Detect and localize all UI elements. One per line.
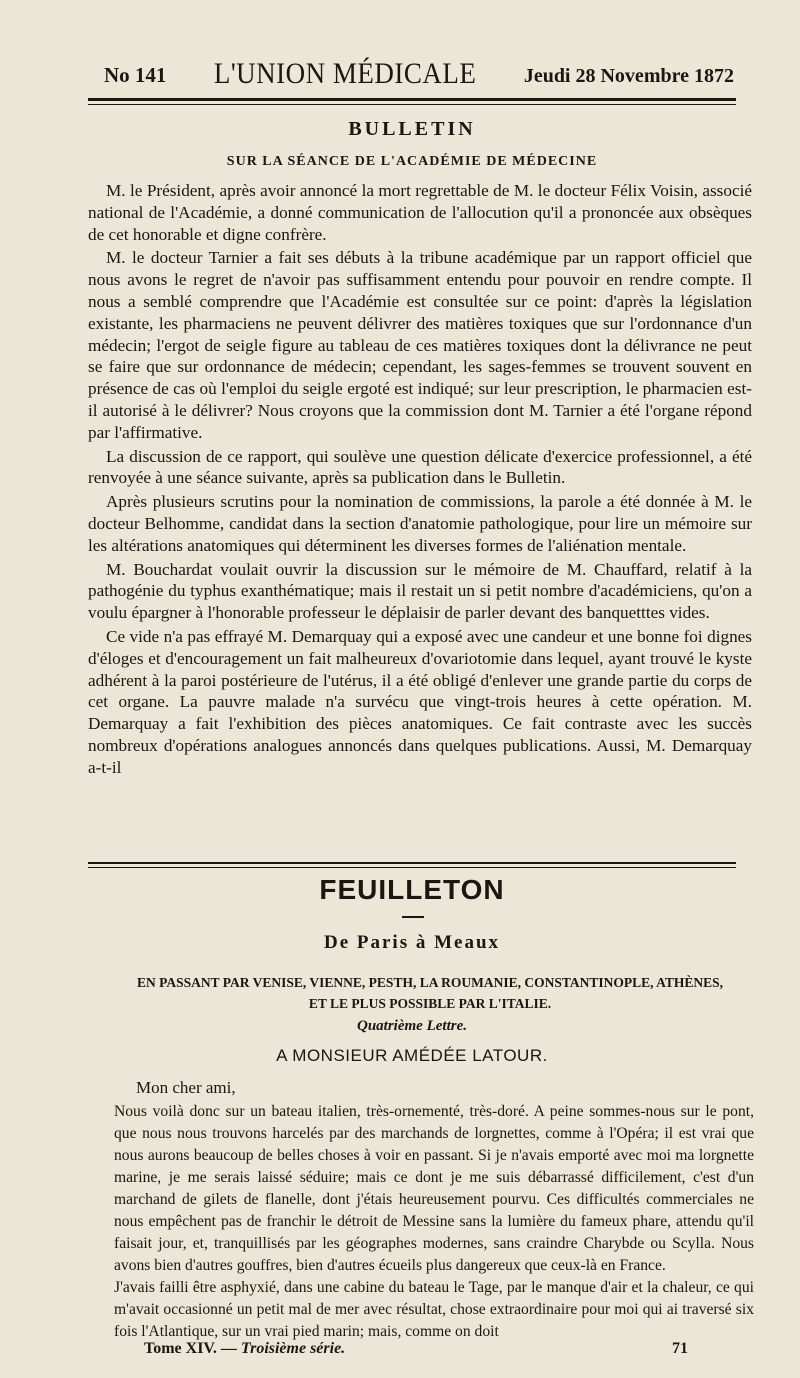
- bulletin-subtitle: SUR LA SÉANCE DE L'ACADÉMIE DE MÉDECINE: [226, 154, 598, 169]
- page-header: [104, 58, 734, 92]
- story-title: De Paris à Meaux: [323, 932, 501, 953]
- series-label: Troisième série.: [240, 1340, 346, 1357]
- salutation: Mon cher ami,: [136, 1078, 236, 1097]
- feuilleton-paragraph: Nous voilà donc sur un bateau italien, très-ornementé, très-doré. A peine sommes-nous sur le pont, que nous nous trouvons harcelés par des marchands de lorgnettes, comme à l'Opéra; il est vrai que nous aurons beaucoup de belles choses à voir en passant. Si je n'avais emporté avec moi ma lorgnette marine, je me serais laissé séduire; mais ce dont je me suis débarrassé difficilement, c'est d'un marchand de gilets de flanelle, dont j'étais heureusement pourvu. Ces difficultés commerciales ne nous empêchent pas de franchir le détroit de Messine sans la lumière du fameux phare, attendu qu'il faisait jour, et, tranquillisés par les géographes modernes, sans craindre Charybde ou Scylla. Nous avons bien d'autres gouffres, bien d'autres écueils plus dangereux que ceux-là en France.: [114, 1103, 754, 1274]
- letter-number: Quatrième Lettre.: [357, 1018, 467, 1034]
- journal-title: L'UNION MÉDICALE: [213, 56, 477, 90]
- route-line: EN PASSANT PAR VENISE, VIENNE, PESTH, LA ROUMANIE, CONSTANTINOPLE, ATHÈNES,: [137, 975, 723, 990]
- issue-date: Jeudi 28 Novembre 1872: [523, 65, 734, 87]
- route-line: ET LE PLUS POSSIBLE PAR L'ITALIE.: [308, 996, 552, 1011]
- header-rule-thin: [88, 104, 736, 105]
- header-rule: [88, 98, 736, 101]
- bulletin-paragraph: La discussion de ce rapport, qui soulève une question délicate d'exercice professionnel, a été renvoyée à une séance suivante, après sa publication dans le Bulletin.: [88, 446, 752, 488]
- bulletin-title: BULLETIN: [348, 118, 476, 140]
- issue-number: No 141: [104, 63, 167, 87]
- section-divider-thin: [88, 867, 736, 868]
- footer-volume: [144, 1340, 345, 1358]
- route-subtitle: [110, 972, 750, 1014]
- addressee: A MONSIEUR AMÉDÉE LATOUR.: [276, 1046, 548, 1065]
- section-divider: [88, 862, 736, 864]
- bulletin-paragraph: M. Bouchardat voulait ouvrir la discussion sur le mémoire de M. Chauffard, relatif à la pathogénie du typhus exanthématique; mais il restait un si petit nombre d'académiciens, qu'on a voulu épargner à l'honorable professeur le déplaisir de parler devant des banquetttes vides.: [88, 559, 752, 623]
- bulletin-paragraph: M. le docteur Tarnier a fait ses débuts à la tribune académique par un rapport officiel que nous avons le regret de n'avoir pas suffisamment entendu pour pouvoir en rendre compte. Il nous a semblé comprendre que l'Académie est consultée sur ce point: d'après la législation existante, les pharmaciens ne peuvent délivrer des matières toxiques que sur l'ordonnance d'un médecin; l'ergot de seigle figure au tableau de ces matières toxiques dont la délivrance ne peut se faire que sur ordonnance de médecin; cependant, les sages-femmes se trouvent souvent en présence de cas où l'emploi du seigle ergoté est indiqué; sur leur prescription, le pharmacien est-il autorisé à le délivrer? Nous croyons que la commission dont M. Tarnier a été l'organe répond par l'affirmative.: [88, 248, 752, 442]
- feuilleton-body: [114, 1101, 754, 1343]
- bulletin-body: [88, 180, 752, 781]
- feuilleton-paragraph: J'avais failli être asphyxié, dans une cabine du bateau le Tage, par le manque d'air et la chaleur, ce qui m'avait occasionné un petit mal de mer avec résultat, chose extraordinaire pour moi qui ai traversé six fois l'Atlantique, sur un vrai pied marin; mais, comme on doit: [114, 1279, 754, 1340]
- page-number: 71: [672, 1340, 688, 1357]
- bulletin-paragraph: M. le Président, après avoir annoncé la mort regrettable de M. le docteur Félix Voisin, associé national de l'Académie, a donné communication de l'allocution qu'il a prononcée aux obsèques de cet honorable et digne confrère.: [88, 181, 752, 244]
- feuilleton-title: FEUILLETON: [319, 874, 505, 905]
- volume-label: Tome XIV. —: [144, 1340, 237, 1357]
- title-dash: [402, 916, 424, 918]
- bulletin-paragraph: Après plusieurs scrutins pour la nomination de commissions, la parole a été donnée à M. le docteur Belhomme, candidat dans la section d'anatomie pathologique, pour lire un mémoire sur les altérations anatomiques qui déterminent les diverses formes de l'aliénation mentale.: [88, 492, 752, 555]
- bulletin-paragraph: Ce vide n'a pas effrayé M. Demarquay qui a exposé avec une candeur et une bonne foi dignes d'éloges et d'encouragement un fait malheureux d'ovariotomie dans lequel, ayant trouvé le kyste adhérent à la paroi postérieure de l'utérus, il a été obligé d'enlever une grande partie du corps de cet organe. La pauvre malade n'a survécu que vingt-trois heures à cette opération. M. Demarquay a fait l'exhibition des pièces anatomiques. Ce fait contraste avec les succès nombreux d'opérations analogues annoncés dans quelques publications. Aussi, M. Demarquay a-t-il: [88, 626, 752, 777]
